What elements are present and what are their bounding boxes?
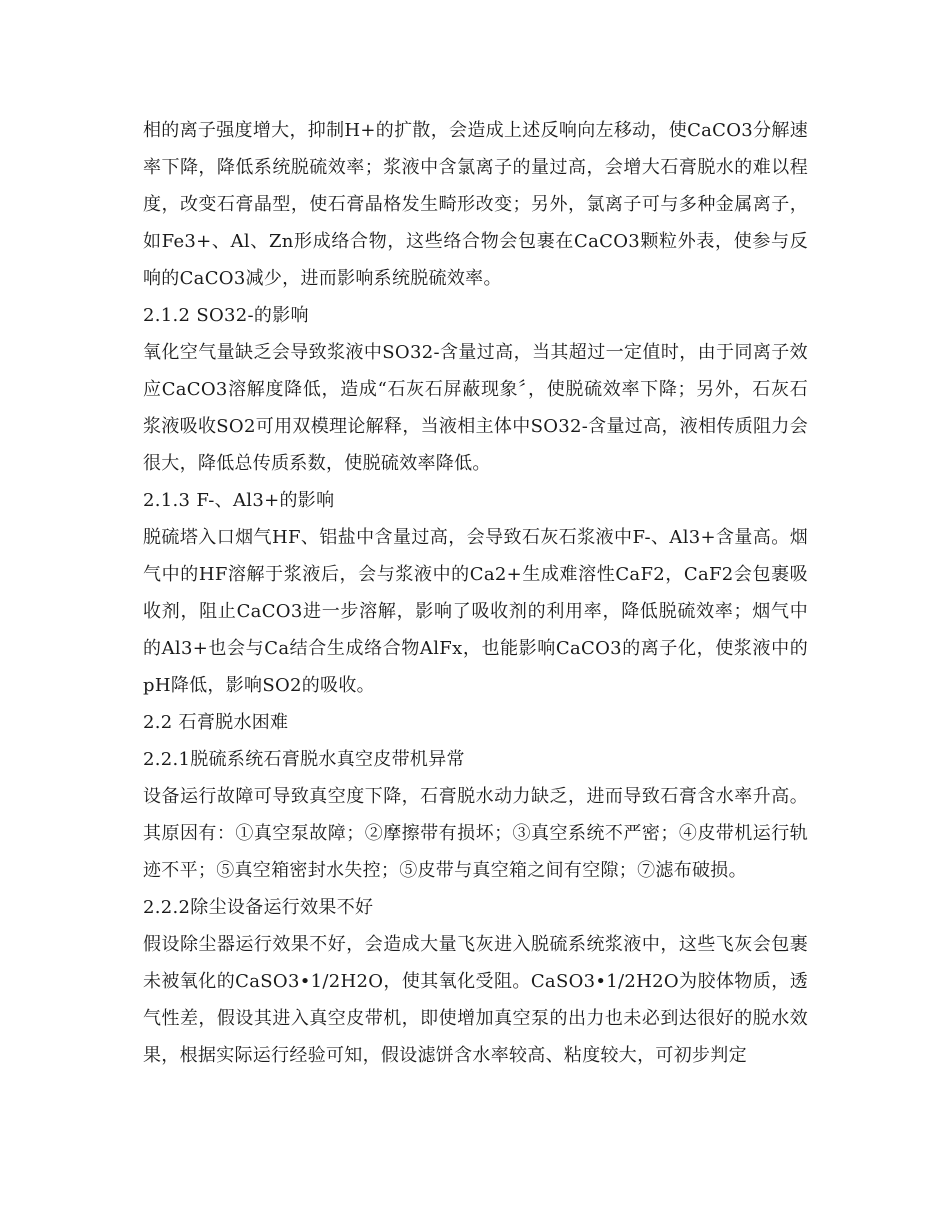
paragraph-sulfite-effects: 氧化空气量缺乏会导致浆液中SO32-含量过高，当其超过一定值时，由于同离子效应CaCO3溶解度降低，造成“石灰石屏蔽现象〞，使脱硫效率下降；另外，石灰石浆液吸收SO2可用双模理论解释，当液相主体中SO32-含量过高，液相传质阻力会很大，降低总传质系数，使脱硫效率降低。 [143,342,808,474]
paragraph-dust-removal-effects: 假设除尘器运行效果不好，会造成大量飞灰进入脱硫系统浆液中，这些飞灰会包裹未被氧化的CaSO3•1/2H2O，使其氧化受阻。CaSO3•1/2H2O为胶体物质，透气性差，假设其进入真空皮带机，即使增加真空泵的出力也未必到达很好的脱水效果，根据实际运行经验可知，假设滤饼含水率较高、粘度较大，可初步判定 [143,934,808,1066]
heading-2-1-2: 2.1.2 SO32-的影响 [143,305,309,326]
heading-2-1-3: 2.1.3 F-、Al3+的影响 [143,490,335,511]
heading-2-2-1: 2.2.1脱硫系统石膏脱水真空皮带机异常 [143,749,465,770]
paragraph-chloride-effects: 相的离子强度增大，抑制H+的扩散，会造成上述反响向左移动，使CaCO3分解速率下降，降低系统脱硫效率；浆液中含氯离子的量过高，会增大石膏脱水的难以程度，改变石膏晶型，使石膏晶格发生畸形改变；另外，氯离子可与多种金属离子，如Fe3+、Al、Zn形成络合物，这些络合物会包裹在CaCO3颗粒外表，使参与反响的CaCO3减少，进而影响系统脱硫效率。 [143,120,808,289]
document-body [143,112,808,1074]
paragraph-fluoride-aluminum-effects: 脱硫塔入口烟气HF、铝盐中含量过高，会导致石灰石浆液中F-、Al3+含量高。烟气中的HF溶解于浆液后，会与浆液中的Ca2+生成难溶性CaF2，CaF2会包裹吸收剂，阻止CaCO3进一步溶解，影响了吸收剂的利用率，降低脱硫效率；烟气中的Al3+也会与Ca结合生成络合物AlFx，也能影响CaCO3的离子化，使浆液中的pH降低，影响SO2的吸收。 [143,527,808,696]
paragraph-belt-filter-faults: 设备运行故障可导致真空度下降，石膏脱水动力缺乏，进而导致石膏含水率升高。其原因有：①真空泵故障；②摩擦带有损坏；③真空系统不严密；④皮带机运行轨迹不平；⑤真空箱密封水失控；⑤皮带与真空箱之间有空隙；⑦滤布破损。 [143,786,808,881]
heading-2-2-2: 2.2.2除尘设备运行效果不好 [143,897,374,918]
heading-2-2: 2.2 石膏脱水困难 [143,712,289,733]
